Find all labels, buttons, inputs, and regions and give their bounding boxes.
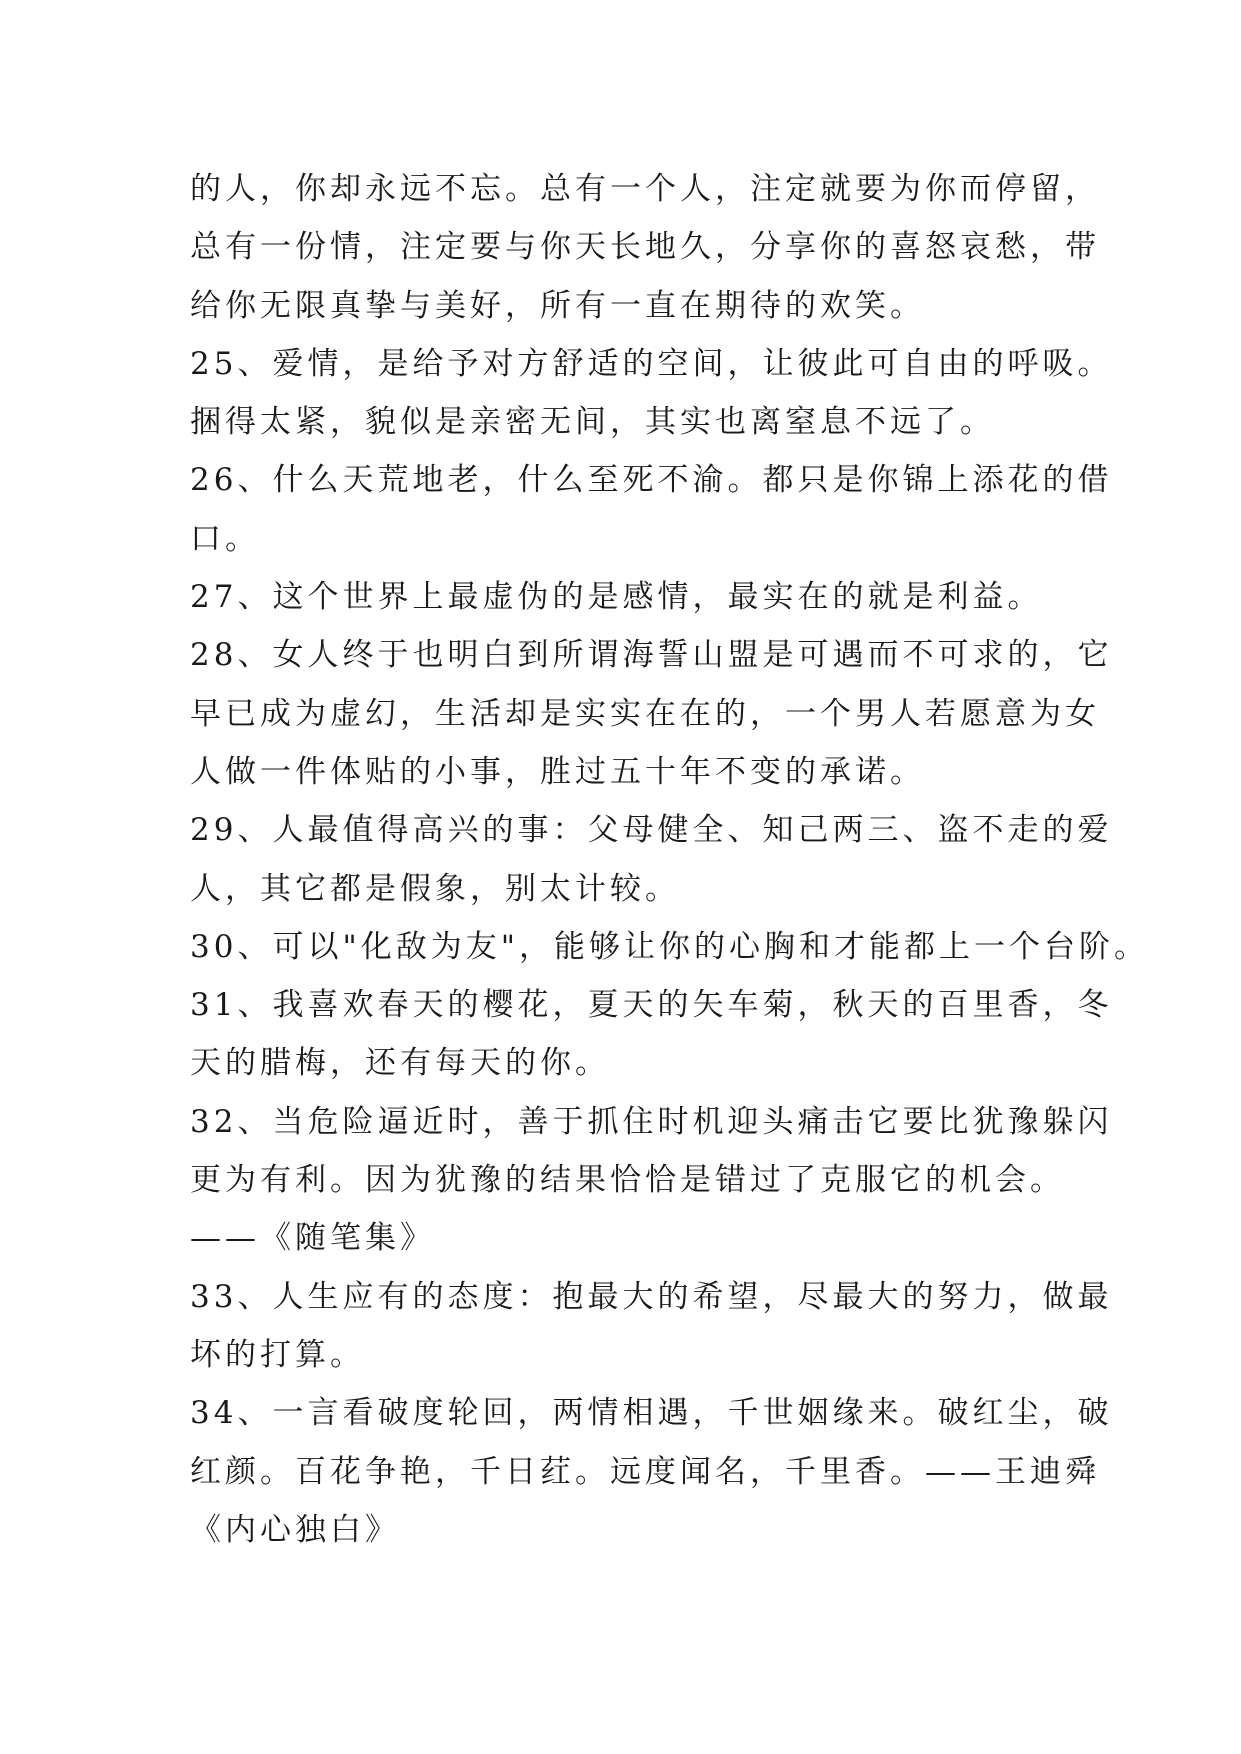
text-line-13: 人，其它都是假象，别太计较。 [190, 870, 680, 907]
text-line-4: 25、爱情，是给予对方舒适的空间，让彼此可自由的呼吸。 [190, 345, 1113, 382]
text-line-1: 的人，你却永远不忘。总有一个人，注定就要为你而停留， [190, 171, 1100, 207]
text-line-3: 给你无限真挚与美好，所有一直在期待的欢笑。 [190, 287, 925, 324]
text-line-6: 26、什么天荒地老，什么至死不渝。都只是你锦上添花的借 [190, 462, 1113, 499]
text-line-17: 32、当危险逼近时，善于抓住时机迎头痛击它要比犹豫躲闪 [190, 1103, 1113, 1140]
text-line-12: 29、人最值得高兴的事：父母健全、知己两三、盗不走的爱 [190, 812, 1113, 849]
text-line-24: 《内心独白》 [190, 1511, 400, 1548]
document-body [190, 160, 1149, 1559]
text-line-10: 早已成为虚幻，生活却是实实在在的，一个男人若愿意为女 [190, 695, 1100, 732]
text-line-11: 人做一件体贴的小事，胜过五十年不变的承诺。 [190, 753, 925, 790]
text-line-5: 捆得太紧，貌似是亲密无间，其实也离窒息不远了。 [190, 404, 995, 441]
text-line-8: 27、这个世界上最虚伪的是感情，最实在的就是利益。 [190, 579, 1043, 616]
text-line-21: 坏的打算。 [190, 1336, 365, 1373]
text-line-14: 30、可以"化敌为友"，能够让你的心胸和才能都上一个台阶。 [190, 928, 1149, 965]
text-line-2: 总有一份情，注定要与你天长地久，分享你的喜怒哀愁，带 [190, 229, 1100, 266]
text-line-22: 34、一言看破度轮回，两情相遇，千世姻缘来。破红尘，破 [190, 1395, 1113, 1432]
text-line-7: 口。 [190, 520, 260, 557]
text-line-18: 更为有利。因为犹豫的结果恰恰是错过了克服它的机会。 [190, 1162, 1065, 1199]
text-line-16: 天的腊梅，还有每天的你。 [190, 1045, 610, 1082]
text-line-9: 28、女人终于也明白到所谓海誓山盟是可遇而不可求的，它 [190, 637, 1113, 674]
text-line-23: 红颜。百花争艳，千日荭。远度闻名，千里香。——王迪舜 [190, 1453, 1100, 1490]
text-line-20: 33、人生应有的态度：抱最大的希望，尽最大的努力，做最 [190, 1278, 1113, 1315]
text-line-15: 31、我喜欢春天的樱花，夏天的矢车菊，秋天的百里香，冬 [190, 987, 1113, 1024]
text-line-19: ——《随笔集》 [190, 1220, 435, 1257]
